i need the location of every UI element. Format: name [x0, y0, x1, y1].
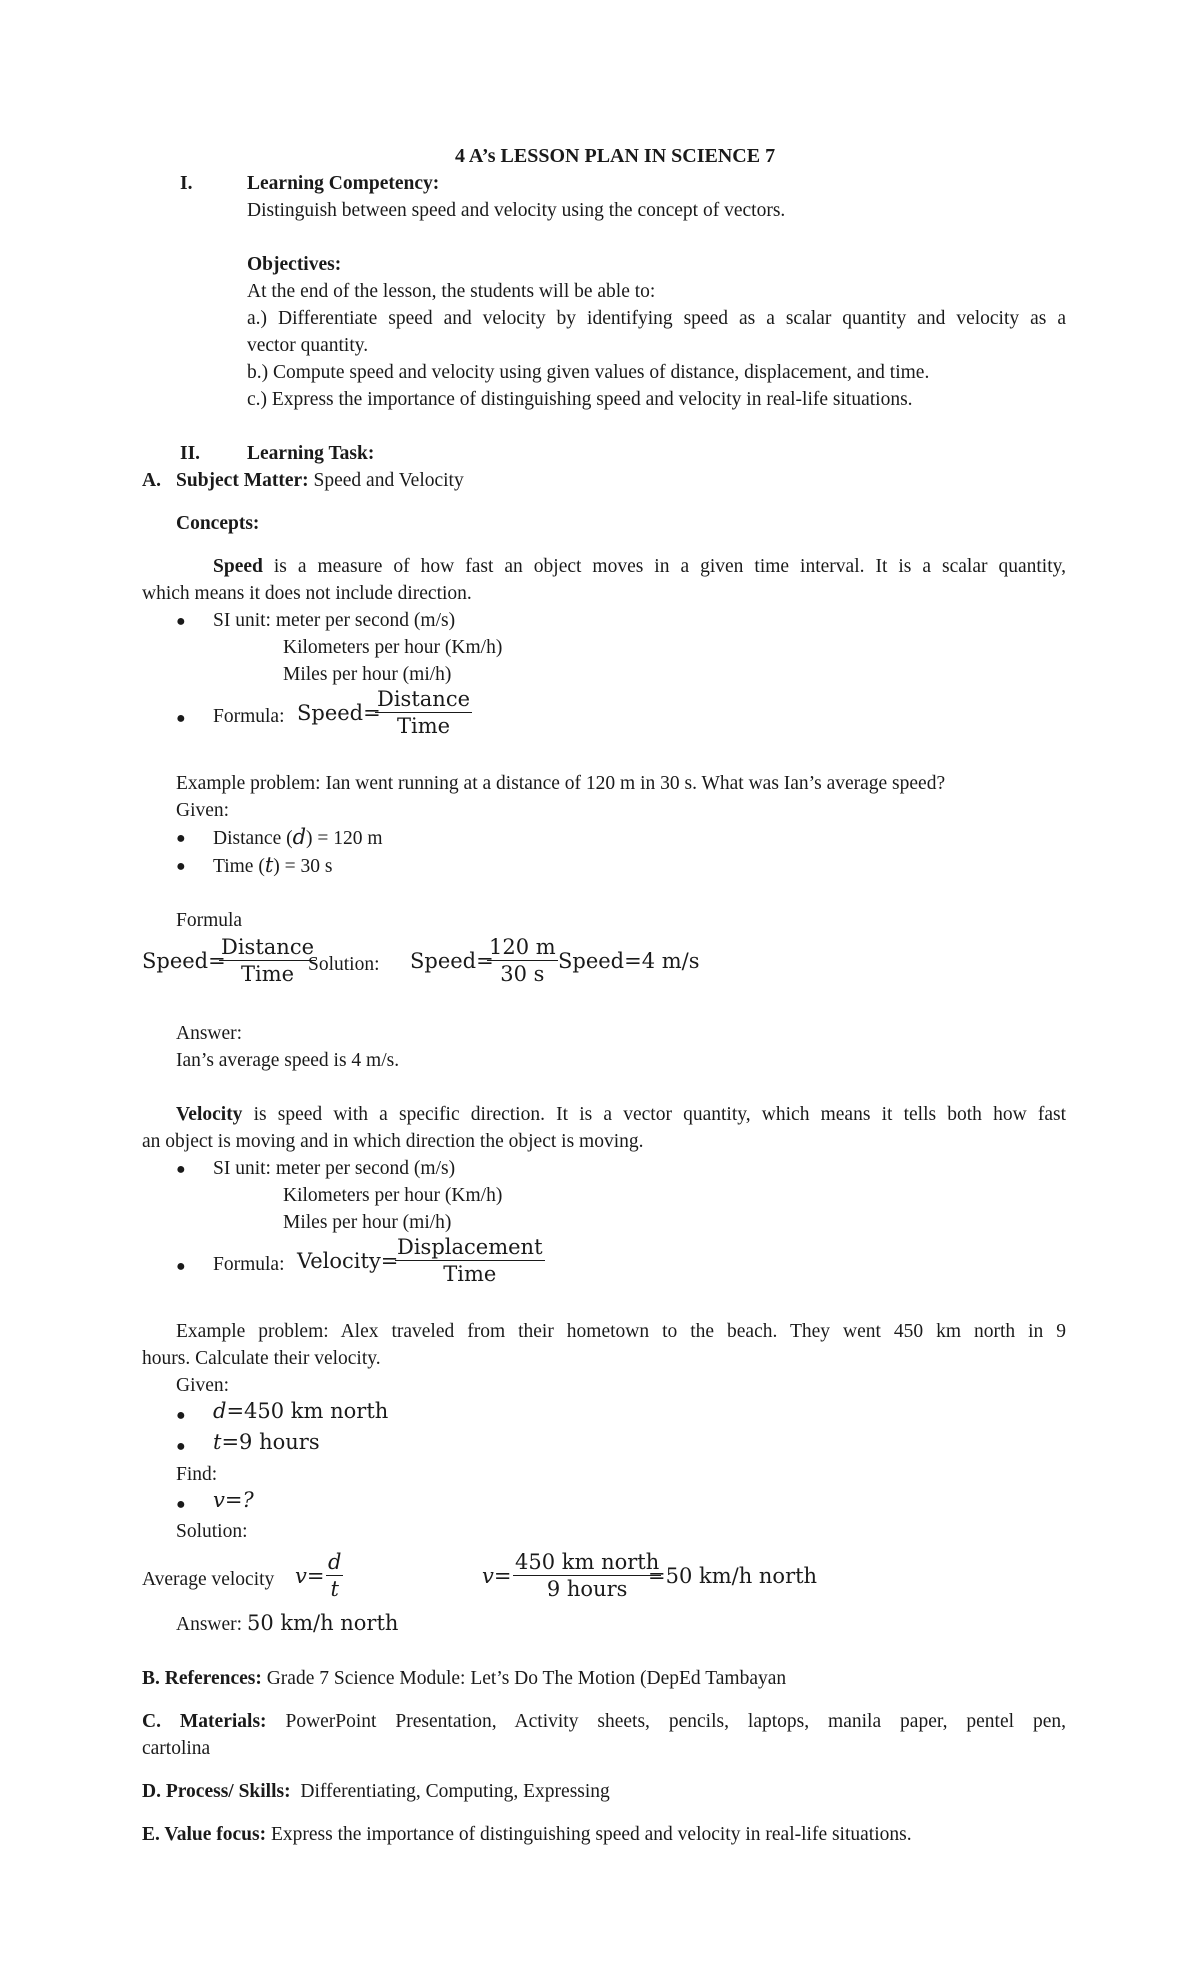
velocity-solution-label: Solution:	[176, 1521, 248, 1542]
given-time-label: Time (	[213, 856, 265, 877]
speed-definition-text: is a measure of how fast an object moves in a given time interval. It is a scalar quantity,	[262, 556, 1066, 577]
learning-task-heading: Learning Task:	[247, 443, 375, 464]
given-distance	[213, 824, 383, 852]
bullet: ●	[176, 710, 186, 727]
speed-si-unit: SI unit: meter per second (m/s)	[213, 610, 456, 631]
velocity-formula-fraction	[395, 1234, 545, 1287]
bullet: ●	[176, 613, 186, 630]
find-label: Find:	[176, 1464, 218, 1485]
velocity-calculation-fraction	[513, 1549, 661, 1602]
speed-definition-line1	[213, 553, 1066, 580]
speed-term: Speed	[213, 556, 263, 577]
given-displacement	[213, 1398, 388, 1425]
bullet: ●	[176, 1161, 186, 1178]
velocity-definition-line1	[176, 1101, 1066, 1128]
speed-result: Speed=4 m/s	[558, 949, 700, 973]
bullet: ●	[176, 1258, 186, 1275]
materials-line1	[142, 1708, 1066, 1735]
subject-matter	[176, 467, 464, 494]
fraction-denominator: Time	[240, 962, 295, 986]
velocity-answer-value: 50 km/h north	[246, 1611, 399, 1635]
example-formula-lhs: Speed=	[142, 949, 226, 973]
references-value: Grade 7 Science Module: Let’s Do The Motion (DepEd Tambayan	[261, 1668, 787, 1689]
objectives-heading: Objectives:	[247, 254, 342, 275]
equals-sign: =	[493, 1564, 512, 1588]
fraction-denominator: t	[330, 1577, 339, 1601]
fraction-numerator: Displacement	[397, 1235, 543, 1259]
velocity-calculation-lhs	[482, 1563, 511, 1590]
solution-fraction	[487, 934, 558, 987]
bullet: ●	[176, 1407, 186, 1424]
speed-formula-lhs: Speed=	[297, 701, 381, 725]
materials-label: C. Materials:	[142, 1711, 267, 1732]
given-time-value: ) = 30 s	[273, 856, 333, 877]
velocity-term: Velocity	[176, 1104, 243, 1125]
velocity-example-line2: hours. Calculate their velocity.	[142, 1348, 381, 1369]
fraction-denominator: 9 hours	[546, 1577, 628, 1601]
velocity-unit-kmh: Kilometers per hour (Km/h)	[283, 1185, 503, 1206]
time-variable: t	[264, 853, 274, 877]
fraction-numerator: Distance	[377, 687, 471, 711]
process-skills	[142, 1778, 610, 1805]
answer-label: Answer:	[176, 1614, 247, 1635]
competency-text: Distinguish between speed and velocity using the concept of vectors.	[247, 200, 786, 221]
subject-matter-value: Speed and Velocity	[308, 470, 464, 491]
velocity-answer	[176, 1610, 398, 1638]
fraction-denominator: 30 s	[500, 962, 545, 986]
objective-a-line1: a.) Differentiate speed and velocity by identifying speed as a scalar quantity and velocity as a	[247, 308, 1066, 329]
displacement-variable: d	[213, 1399, 227, 1423]
speed-unit-kmh: Kilometers per hour (Km/h)	[283, 637, 503, 658]
fraction-numerator: 450 km north	[515, 1550, 660, 1574]
subject-letter: A.	[142, 470, 161, 491]
materials-line2: cartolina	[142, 1738, 211, 1759]
subject-matter-label: Subject Matter:	[176, 470, 309, 491]
given-time	[213, 852, 333, 880]
find-velocity-value: =?	[224, 1488, 254, 1512]
references-label: B. References:	[142, 1668, 262, 1689]
velocity-example-line1: Example problem: Alex traveled from their hometown to the beach. They went 450 km north in 9	[176, 1321, 1066, 1342]
bullet: ●	[176, 830, 186, 847]
answer-label: Answer:	[176, 1023, 243, 1044]
velocity-definition-line2: an object is moving and in which direction the object is moving.	[142, 1131, 644, 1152]
find-velocity	[213, 1487, 254, 1514]
time-variable: t	[213, 1430, 222, 1454]
speed-definition-line2: which means it does not include direction.	[142, 583, 472, 604]
given-time-velocity	[213, 1429, 320, 1456]
equals-sign: =	[306, 1564, 325, 1588]
learning-competency-heading: Learning Competency:	[247, 173, 440, 194]
velocity-calculation-result: =50 km/h north	[648, 1564, 818, 1588]
section-number-1: I.	[180, 173, 193, 194]
average-velocity-lhs	[295, 1563, 324, 1590]
fraction-numerator: Distance	[221, 935, 315, 959]
value-focus-value: Express the importance of distinguishing speed and velocity in real-life situations.	[266, 1824, 912, 1845]
formula-word: Formula	[176, 910, 243, 931]
given-distance-value: ) = 120 m	[306, 828, 383, 849]
speed-example-problem: Example problem: Ian went running at a distance of 120 m in 30 s. What was Ian’s average speed?	[176, 773, 946, 794]
velocity-variable: v	[295, 1564, 307, 1588]
speed-answer: Ian’s average speed is 4 m/s.	[176, 1050, 400, 1071]
objective-a-line2: vector quantity.	[247, 335, 369, 356]
velocity-variable: v	[482, 1564, 494, 1588]
distance-variable: d	[292, 825, 307, 849]
velocity-formula-lhs: Velocity=	[297, 1249, 399, 1273]
objective-b: b.) Compute speed and velocity using given values of distance, displacement, and time.	[247, 362, 930, 383]
speed-formula-fraction	[375, 686, 472, 739]
value-focus	[142, 1821, 912, 1848]
given-time-velocity-value: =9 hours	[221, 1430, 320, 1454]
objectives-intro: At the end of the lesson, the students will be able to:	[247, 281, 656, 302]
speed-formula-label: Formula:	[213, 706, 285, 727]
solution-lhs: Speed=	[410, 949, 494, 973]
fraction-numerator: 120 m	[489, 935, 556, 959]
materials-value: PowerPoint Presentation, Activity sheets, pencils, laptops, manila paper, pentel pen,	[266, 1711, 1066, 1732]
process-skills-value: Differentiating, Computing, Expressing	[290, 1781, 610, 1802]
bullet: ●	[176, 858, 186, 875]
average-velocity-label: Average velocity	[142, 1569, 275, 1590]
velocity-variable: v	[213, 1488, 225, 1512]
fraction-numerator: d	[328, 1550, 342, 1574]
section-number-2: II.	[180, 443, 201, 464]
objective-c: c.) Express the importance of distinguishing speed and velocity in real-life situations.	[247, 389, 913, 410]
concepts-heading: Concepts:	[176, 513, 260, 534]
fraction-denominator: Time	[443, 1262, 497, 1286]
speed-given-label: Given:	[176, 800, 230, 821]
value-focus-label: E. Value focus:	[142, 1824, 267, 1845]
page-title: 4 A’s LESSON PLAN IN SCIENCE 7	[455, 145, 776, 167]
given-displacement-value: =450 km north	[226, 1399, 389, 1423]
average-velocity-fraction	[326, 1549, 343, 1602]
example-formula-fraction	[219, 934, 316, 987]
speed-unit-mih: Miles per hour (mi/h)	[283, 664, 452, 685]
bullet: ●	[176, 1496, 186, 1513]
given-distance-label: Distance (	[213, 828, 293, 849]
velocity-si-unit: SI unit: meter per second (m/s)	[213, 1158, 456, 1179]
velocity-formula-label: Formula:	[213, 1254, 285, 1275]
velocity-definition-text: is speed with a specific direction. It is a vector quantity, which means it tells both how fast	[242, 1104, 1066, 1125]
velocity-given-label: Given:	[176, 1375, 230, 1396]
solution-label: Solution:	[308, 954, 380, 975]
process-skills-label: D. Process/ Skills:	[142, 1781, 291, 1802]
velocity-unit-mih: Miles per hour (mi/h)	[283, 1212, 452, 1233]
references	[142, 1665, 786, 1692]
fraction-denominator: Time	[396, 714, 451, 738]
bullet: ●	[176, 1438, 186, 1455]
